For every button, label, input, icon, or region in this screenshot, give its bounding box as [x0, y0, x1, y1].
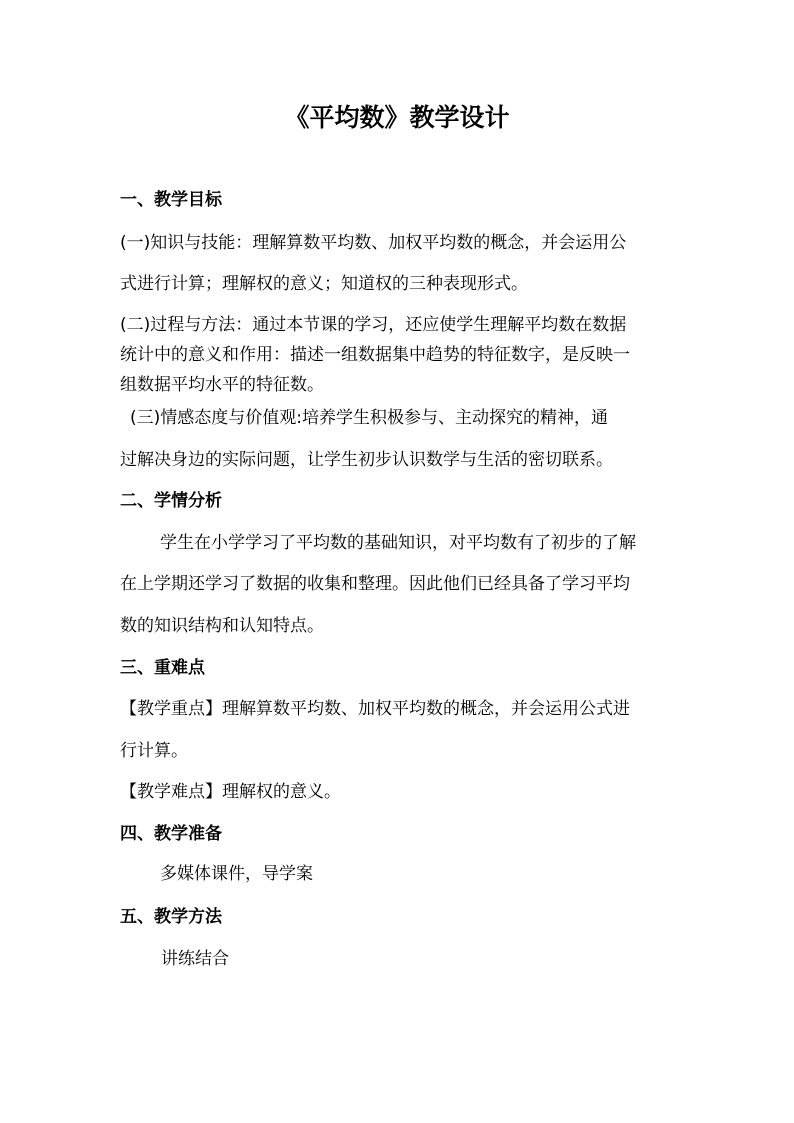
paragraph-line: (一)知识与技能：理解算数平均数、加权平均数的概念，并会运用公 [120, 233, 627, 253]
section-heading-preparation: 四、教学准备 [120, 824, 222, 844]
paragraph-line: 在上学期还学习了数据的收集和整理。因此他们已经具备了学习平均 [120, 574, 630, 594]
paragraph-line: 多媒体课件，导学案 [160, 864, 313, 884]
section-heading-key-points: 三、重难点 [120, 658, 205, 678]
paragraph-line: (三)情感态度与价值观:培养学生积极参与、主动探究的精神，通 [130, 408, 608, 428]
paragraph-line: 数的知识结构和认知特点。 [120, 616, 324, 636]
paragraph-line: 组数据平均水平的特征数。 [120, 375, 324, 395]
paragraph-line: 讲练结合 [161, 949, 229, 969]
paragraph-line: (二)过程与方法：通过本节课的学习，还应使学生理解平均数在数据 [120, 315, 627, 335]
section-heading-methods: 五、教学方法 [120, 907, 222, 927]
paragraph-line: 统计中的意义和作用：描述一组数据集中趋势的特征数字，是反映一 [120, 345, 630, 365]
paragraph-line: 【教学难点】理解权的意义。 [120, 782, 341, 802]
paragraph-line: 式进行计算；理解权的意义；知道权的三种表现形式。 [120, 274, 528, 294]
paragraph-line: 【教学重点】理解算数平均数、加权平均数的概念，并会运用公式进 [120, 699, 630, 719]
document-title: 《平均数》教学设计 [284, 103, 510, 132]
paragraph-line: 过解决身边的实际问题，让学生初步认识数学与生活的密切联系。 [120, 450, 613, 470]
section-heading-objectives: 一、教学目标 [120, 190, 222, 210]
paragraph-line: 行计算。 [120, 741, 188, 761]
paragraph-line: 学生在小学学习了平均数的基础知识，对平均数有了初步的了解 [160, 533, 636, 553]
section-heading-analysis: 二、学情分析 [120, 491, 222, 511]
